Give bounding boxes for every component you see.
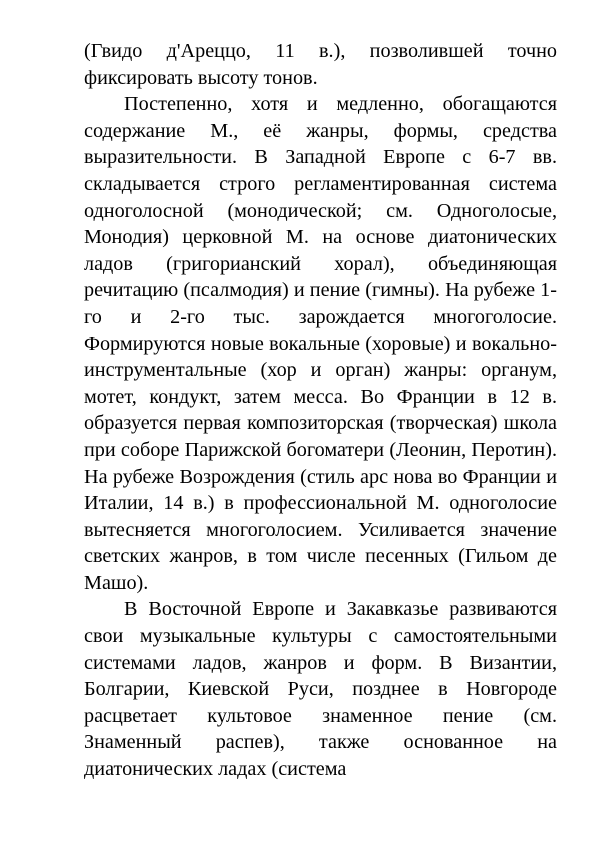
paragraph-2: Постепенно, хотя и медленно, обогащаются содержание М., её жанры, формы, средства выразительности. В Западной Европе с 6-7 вв. складывается строго регламентированная система одноголосной (монодической; см. Одноголосые, Монодия) церковной М. на основе диатонических ладов (григорианский хорал), объединяющая речитацию (псалмодия) и пение (гимны). На рубеже 1-го и 2-го тыс. зарождается многоголосие. Формируются новые вокальные (хоровые) и вокально-инструментальные (хор и орган) жанры: органум, мотет, кондукт, затем месса. Во Франции в 12 в. образуется первая композиторская (творческая) школа при соборе Парижской богоматери (Леонин, Перотин). На рубеже Возрождения (стиль арс нова во Франции и Италии, 14 в.) в профессиональной М. одноголосие вытесняется многоголосием. Усиливается значение светских жанров, в том числе песенных (Гильом де Машо). bbox=[84, 93, 557, 594]
document-page bbox=[84, 38, 557, 783]
paragraph-1: (Гвидо д'Ареццо, 11 в.), позволившей точно фиксировать высоту тонов. bbox=[84, 40, 557, 89]
paragraph-3: В Восточной Европе и Закавказье развиваются свои музыкальные культуры с самостоятельными системами ладов, жанров и форм. В Византии, Болгарии, Киевской Руси, позднее в Новгороде расцветает культовое знаменное пение (см. Знаменный распев), также основанное на диатонических ладах (система bbox=[84, 598, 557, 781]
